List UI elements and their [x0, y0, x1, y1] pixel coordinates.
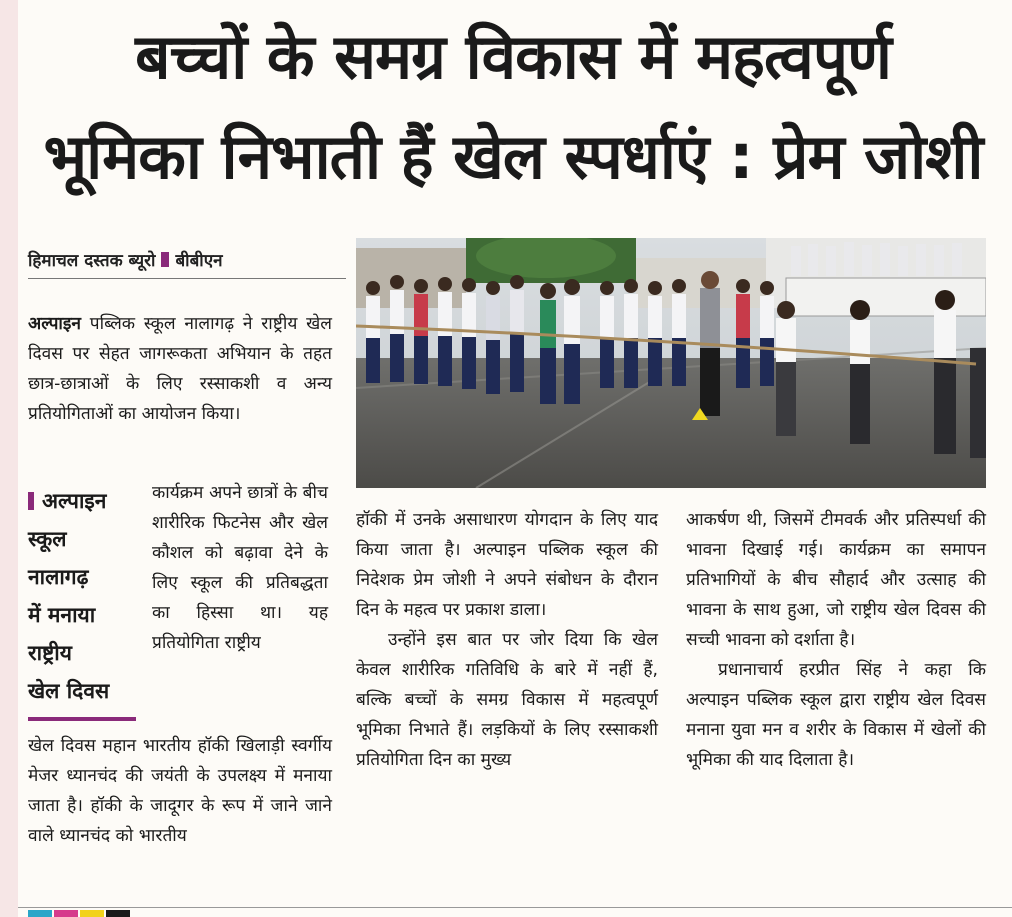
subheading-line: नालागढ़	[28, 565, 89, 589]
column-2-paragraph-2: उन्होंने इस बात पर जोर दिया कि खेल केवल शारीरिक गतिविधि के बारे में नहीं हैं, बल्कि बच्चों के समग्र विकास में महत्वपूर्ण भूमिका निभाते हैं। लड़कियों के लिए रस्साकशी प्रतियोगिता दिन का मुख्य	[356, 630, 658, 770]
page-margin-strip	[0, 0, 18, 917]
lead-word: अल्पाइन	[28, 314, 81, 334]
print-color-swatches	[28, 910, 132, 917]
byline-agency: बीबीएन	[175, 251, 223, 271]
article-paragraph-1	[28, 309, 332, 429]
black-swatch	[106, 910, 130, 917]
news-photo-tug-of-war	[356, 238, 986, 488]
cyan-swatch	[28, 910, 52, 917]
subheading	[28, 482, 144, 710]
column-3-paragraph-1: आकर्षण थी, जिसमें टीमवर्क और प्रतिस्पर्धा की भावना दिखाई गई। कार्यक्रम का समापन प्रतिभागियों के बीच सौहार्द और उत्साह की भावना के साथ हुआ, जो राष्ट्रीय खेल दिवस की सच्ची भावना को दर्शाता है।	[686, 510, 986, 650]
column-2-paragraph-1: हॉकी में उनके असाधारण योगदान के लिए याद किया जाता है। अल्पाइन पब्लिक स्कूल की निदेशक प्रेम जोशी ने अपने संबोधन के दौरान दिन के महत्व पर प्रकाश डाला।	[356, 510, 658, 620]
subheading-line: राष्ट्रीय	[28, 641, 72, 665]
byline	[28, 248, 223, 271]
bottom-rule	[18, 907, 1012, 908]
subheading-marker-icon	[28, 492, 34, 510]
byline-bureau: हिमाचल दस्तक ब्यूरो	[28, 251, 156, 271]
subheading-line: में मनाया	[28, 603, 96, 627]
article-paragraph-2-continued: खेल दिवस महान भारतीय हॉकी खिलाड़ी स्वर्गीय मेजर ध्यानचंद की जयंती के उपलक्ष्य में मनाया जाता है। हॉकी के जादूगर के रूप में जाने जाने वाले ध्यानचंद को भारतीय	[28, 736, 332, 846]
magenta-swatch	[54, 910, 78, 917]
subheading-line: खेल दिवस	[28, 679, 110, 703]
headline-line-2: भूमिका निभाती हैं खेल स्पर्धाएं : प्रेम जोशी	[43, 120, 983, 193]
byline-separator-icon	[161, 252, 169, 267]
article-paragraph-1-text: पब्लिक स्कूल नालागढ़ ने राष्ट्रीय खेल दिवस पर सेहत जागरूकता अभियान के तहत छात्र-छात्राओं के लिए रस्साकशी व अन्य प्रतियोगिताओं का आयोजन किया।	[28, 314, 332, 424]
yellow-swatch	[80, 910, 104, 917]
column-3-paragraph-2: प्रधानाचार्य हरप्रीत सिंह ने कहा कि अल्पाइन पब्लिक स्कूल द्वारा राष्ट्रीय खेल दिवस मनाना युवा मन व शरीर के विकास में खेलों की भूमिका की याद दिलाता है।	[686, 660, 986, 770]
column-2	[356, 505, 658, 775]
byline-rule	[28, 278, 346, 279]
headline-line-1: बच्चों के समग्र विकास में महत्वपूर्ण	[135, 20, 891, 93]
subheading-line: स्कूल	[28, 527, 67, 551]
article-paragraph-2: कार्यक्रम अपने छात्रों के बीच शारीरिक फिटनेस और खेल कौशल को बढ़ावा देने के लिए स्कूल की प्रतिबद्धता का हिस्सा था। यह प्रतियोगिता राष्ट्रीय	[152, 483, 328, 653]
column-3	[686, 505, 986, 775]
subheading-rule	[28, 717, 136, 721]
photo-illustration	[356, 238, 986, 488]
subheading-line: अल्पाइन	[28, 482, 144, 520]
